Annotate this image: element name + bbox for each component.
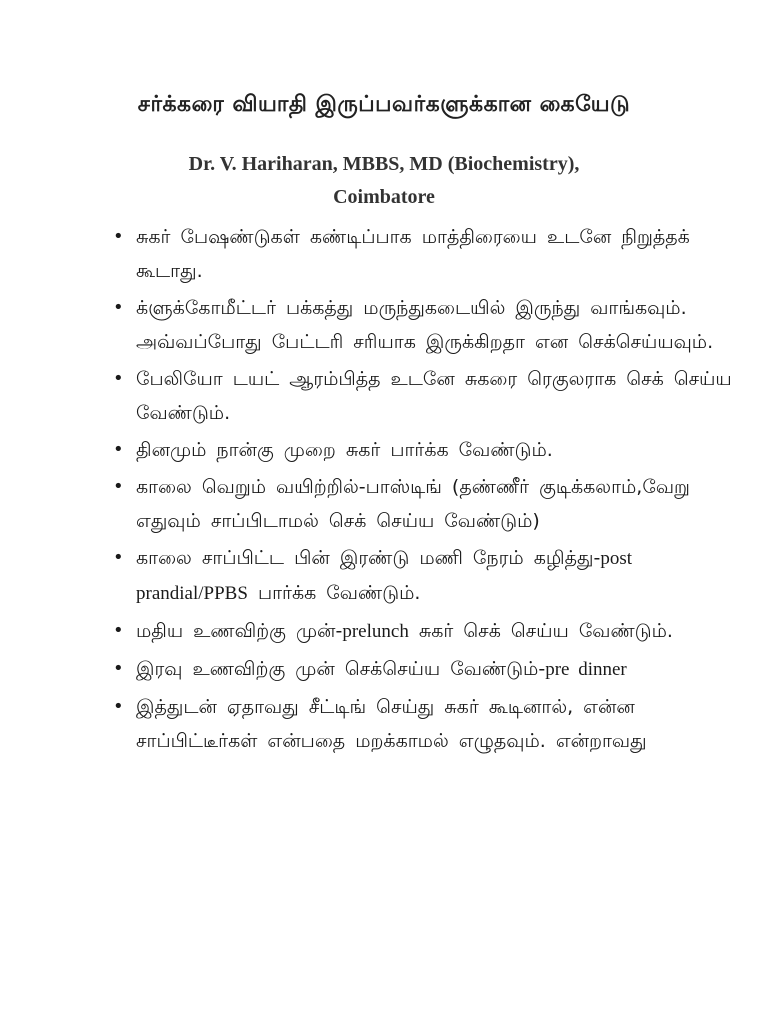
list-item — [113, 541, 736, 611]
list-item-text-end: சுகர் செக் செய்ய வேண்டும். — [408, 620, 673, 642]
bullet-icon: • — [113, 297, 124, 318]
list-item-english-term: post prandial/PPBS — [136, 548, 632, 604]
list-item-text: மதிய உணவிற்கு முன்- — [136, 620, 343, 642]
list-item — [113, 433, 736, 467]
list-item-english-term: pre dinner — [545, 659, 627, 680]
list-item-text: பேலியோ டயட் ஆரம்பித்த உடனே சுகரை ரெகுலராக செக் செய்ய வேண்டும். — [136, 368, 732, 424]
list-item — [113, 362, 736, 430]
bullet-icon: • — [113, 620, 124, 641]
list-item — [113, 652, 736, 687]
list-item-text: இரவு உணவிற்கு முன் செக்செய்ய வேண்டும்- — [136, 658, 546, 680]
bullet-icon: • — [113, 368, 124, 389]
list-item-text: தினமும் நான்கு முறை சுகர் பார்க்க வேண்டும். — [136, 439, 553, 461]
list-item-english-term: prelunch — [342, 621, 409, 642]
list-item-text: காலை வெறும் வயிற்றில்-பாஸ்டிங் (தண்ணீர் குடிக்கலாம்,வேறு எதுவும் சாப்பிடாமல் செக் செய்ய வேண்டும்) — [136, 476, 690, 532]
bullet-icon: • — [113, 439, 124, 460]
author-location-line: Coimbatore — [333, 186, 435, 208]
list-item-text: இத்துடன் ஏதாவது சீட்டிங் செய்து சுகர் கூடினால், என்ன சாப்பிட்டீர்கள் என்பதை மறக்காமல் எழுதவும். என்றாவது — [136, 696, 647, 752]
bullet-icon: • — [113, 696, 124, 717]
document-title: சர்க்கரை வியாதி இருப்பவர்களுக்கான கையேடு — [137, 92, 631, 117]
list-item-text: க்ளுக்கோமீட்டர் பக்கத்து மருந்துகடையில் இருந்து வாங்கவும். அவ்வப்போது பேட்டரி சரியாக இருக்கிறதா என செக்செய்யவும். — [136, 297, 714, 353]
list-item-text: காலை சாப்பிட்ட பின் இரண்டு மணி நேரம் கழித்து- — [136, 547, 601, 569]
list-item-text: சுகர் பேஷண்டுகள் கண்டிப்பாக மாத்திரையை உடனே நிறுத்தக் கூடாது. — [136, 226, 690, 282]
bullet-icon: • — [113, 476, 124, 497]
list-item-text-end: பார்க்க வேண்டும். — [247, 582, 421, 604]
list-item — [113, 470, 736, 538]
bullet-icon: • — [113, 658, 124, 679]
list-item — [113, 291, 736, 359]
bullet-icon: • — [113, 226, 124, 247]
list-item — [113, 614, 736, 649]
author-name-line: Dr. V. Hariharan, MBBS, MD (Biochemistry), — [188, 153, 580, 175]
list-item — [113, 220, 736, 288]
list-item — [113, 690, 736, 758]
author-block — [100, 148, 668, 214]
bullet-icon: • — [113, 547, 124, 568]
guideline-list — [108, 220, 736, 761]
